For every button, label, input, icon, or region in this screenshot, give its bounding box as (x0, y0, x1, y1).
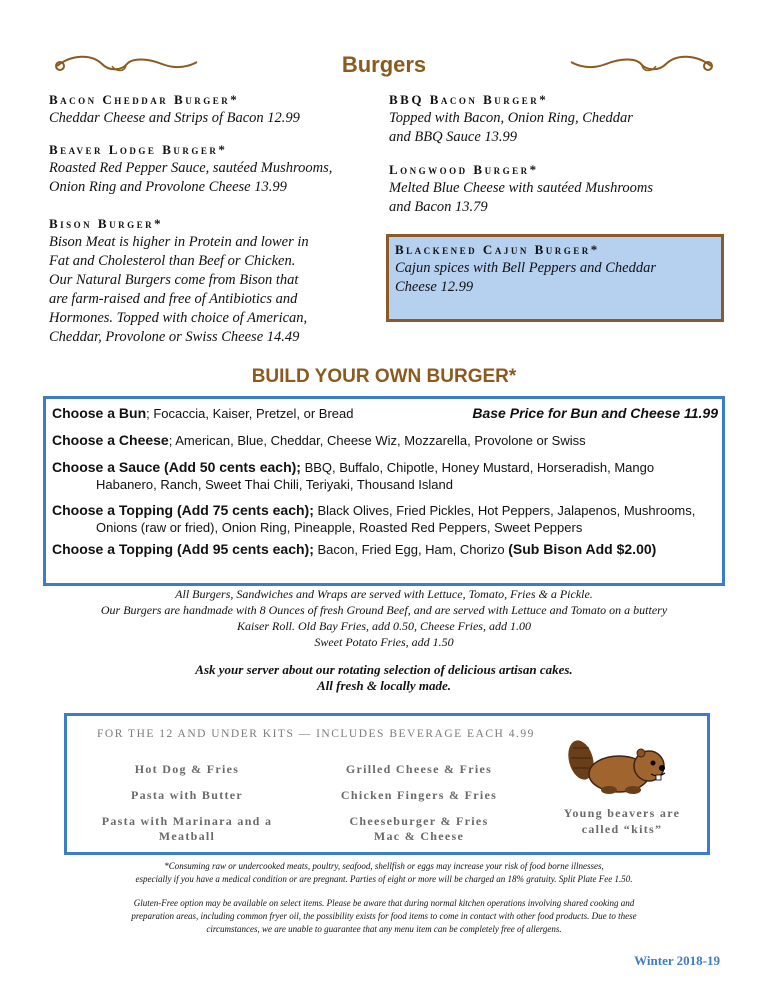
byo-topping95-text: Bacon, Fried Egg, Ham, Chorizo (313, 542, 509, 557)
menu-item-bbq-bacon (389, 91, 729, 147)
byo-sauce-text: BBQ, Buffalo, Chipotle, Honey Mustard, Horseradish, Mango (300, 460, 655, 475)
byo-title: BUILD YOUR OWN BURGER* (251, 366, 517, 387)
item-desc: Topped with Bacon, Onion Ring, Cheddar (389, 110, 633, 126)
featured-cajun-box (386, 234, 724, 322)
kids-menu-box (64, 713, 710, 855)
byo-base-price: Base Price for Bun and Cheese 11.99 (472, 405, 718, 421)
item-desc: and Bacon 13.79 (389, 199, 488, 215)
item-desc: Melted Blue Cheese with sautéed Mushrooms (389, 180, 654, 196)
season-label: Winter 2018-19 (634, 953, 720, 968)
kids-item: Mac & Cheese (373, 829, 465, 843)
byo-topping75-line-2: Onions (raw or fried), Onion Ring, Pineapple, Roasted Red Peppers, Sweet Peppers (96, 520, 583, 535)
byo-sauce-label: Choose a Sauce (Add 50 cents each); (52, 459, 301, 475)
item-name: Longwood Burger* (389, 162, 539, 177)
item-name: Bison Burger* (49, 216, 164, 231)
item-desc: Bison Meat is higher in Protein and lower in (49, 234, 309, 250)
kids-item: Pasta with Marinara and a (101, 814, 273, 828)
byo-cheese-label: Choose a Cheese (52, 432, 169, 448)
note-handmade: Our Burgers are handmade with 8 Ounces of fresh Ground Beef, and are served with Lettuce and Tomato on a buttery (100, 603, 668, 617)
kids-caption: called “kits” (581, 822, 663, 836)
byo-bun-line (52, 405, 354, 422)
item-desc: Our Natural Burgers come from Bison that (49, 272, 299, 288)
page-title: Burgers (341, 52, 427, 77)
disclaimer-gluten: Gluten-Free option may be available on select items. Please be aware that during normal kitchen operations involving shared cooking and (133, 898, 635, 908)
item-desc: Onion Ring and Provolone Cheese 13.99 (49, 179, 287, 195)
byo-topping95-label: Choose a Topping (Add 95 cents each); (52, 541, 314, 557)
disclaimer-gluten-2: preparation areas, including common fryer oil, the possibility exists for food items to come in contact with other food products. Due to these (131, 911, 637, 921)
item-name: Beaver Lodge Burger* (49, 142, 228, 157)
kids-item: Cheeseburger & Fries (349, 814, 489, 828)
item-desc: and BBQ Sauce 13.99 (389, 129, 518, 145)
kids-item: Grilled Cheese & Fries (345, 762, 493, 776)
byo-cheese-line (52, 432, 586, 449)
disclaimer-gluten-3: circumstances, we are unable to guarantee that any menu item can be completely free of allergens. (206, 924, 562, 934)
menu-item-beaver-lodge (49, 141, 379, 197)
byo-topping95-line (52, 541, 656, 558)
kids-item: Pasta with Butter (130, 788, 244, 802)
note-sweet-potato: Sweet Potato Fries, add 1.50 (314, 635, 454, 649)
byo-bun-text: ; Focaccia, Kaiser, Pretzel, or Bread (146, 406, 354, 421)
disclaimer-raw: *Consuming raw or undercooked meats, poultry, seafood, shellfish or eggs may increase your risk of food borne illnesses, (164, 861, 604, 871)
item-desc: Cheddar Cheese and Strips of Bacon 12.99 (49, 110, 300, 126)
beaver-icon (561, 730, 681, 798)
kids-item: Meatball (158, 829, 216, 843)
item-desc: Fat and Cholesterol than Beef or Chicken. (49, 253, 296, 269)
byo-topping75-label: Choose a Topping (Add 75 cents each); (52, 502, 314, 518)
item-desc: Hormones. Topped with choice of American, (49, 310, 308, 326)
note-fries: Kaiser Roll. Old Bay Fries, add 0.50, Cheese Fries, add 1.00 (237, 619, 531, 633)
byo-sauce-line (52, 459, 654, 476)
item-desc: Cajun spices with Bell Peppers and Cheddar (395, 260, 656, 276)
disclaimer-gratuity: especially if you have a medical condition or are pregnant. Parties of eight or more will be charged an 18% gratuity. Split Plate Fee 1.50. (135, 874, 633, 884)
menu-item-bacon-cheddar (49, 91, 369, 128)
byo-sauce-line-2: Habanero, Ranch, Sweet Thai Chili, Teriyaki, Thousand Island (96, 477, 453, 492)
byo-cheese-text: ; American, Blue, Cheddar, Cheese Wiz, Mozzarella, Provolone or Swiss (168, 433, 586, 448)
byo-bun-label: Choose a Bun (52, 405, 147, 421)
note-cakes-2: All fresh & locally made. (317, 678, 451, 693)
byo-bison-sub: (Sub Bison Add $2.00) (508, 541, 657, 557)
kids-caption: Young beavers are (563, 806, 681, 820)
item-desc: are farm-raised and free of Antibiotics and (49, 291, 298, 307)
item-name: Blackened Cajun Burger* (395, 242, 600, 257)
byo-topping75-line (52, 502, 695, 519)
menu-item-bison (49, 215, 369, 347)
item-desc: Roasted Red Pepper Sauce, sautéed Mushrooms, (49, 160, 333, 176)
note-cakes: Ask your server about our rotating selection of delicious artisan cakes. (195, 662, 573, 677)
item-desc: Cheddar, Provolone or Swiss Cheese 14.49 (49, 329, 300, 345)
note-sides: All Burgers, Sandwiches and Wraps are served with Lettuce, Tomato, Fries & a Pickle. (175, 587, 593, 601)
item-name: BBQ Bacon Burger* (389, 92, 549, 107)
item-desc: Cheese 12.99 (395, 279, 474, 295)
kids-item: Hot Dog & Fries (134, 762, 240, 776)
kids-item: Chicken Fingers & Fries (340, 788, 498, 802)
menu-item-cajun (395, 241, 719, 297)
kids-heading: FOR THE 12 AND UNDER KITS — INCLUDES BEVERAGE EACH 4.99 (97, 728, 535, 740)
byo-box (43, 396, 725, 586)
menu-item-longwood (389, 161, 729, 217)
item-name: Bacon Cheddar Burger* (49, 92, 240, 107)
byo-topping75-text: Black Olives, Fried Pickles, Hot Peppers, Jalapenos, Mushrooms, (313, 503, 696, 518)
